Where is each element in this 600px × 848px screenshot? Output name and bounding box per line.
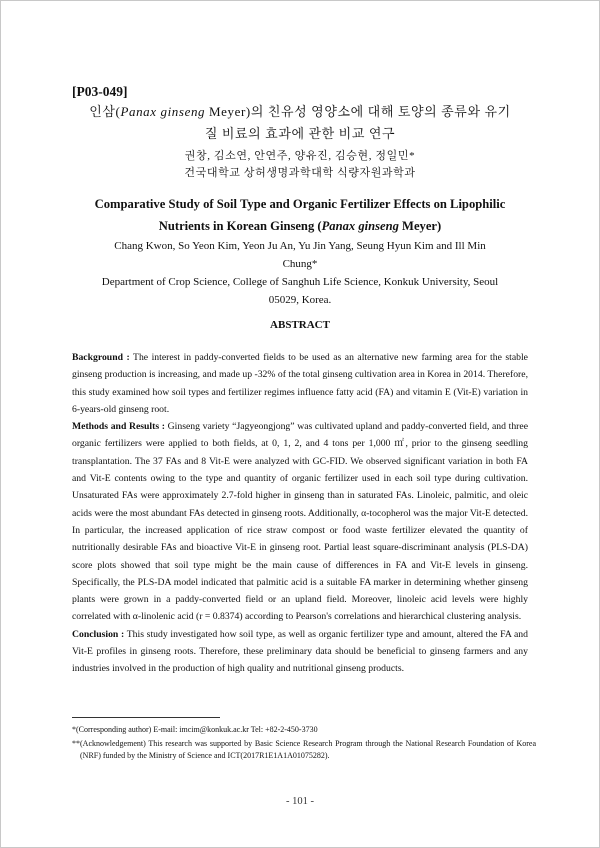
- conclusion-paragraph: Conclusion : This study investigated how soil type, as well as organic fertilizer type and amount, altered the FA and Vit-E profiles in ginseng roots. Therefore, these preliminary data should be beneficial to ginseng farmers and any industries involved in the production of high quality and nutritional ginseng products.: [72, 628, 528, 675]
- english-title-line-2: Nutrients in Korean Ginseng (Panax ginseng Meyer): [158, 219, 442, 233]
- footnote-acknowledgement: **(Acknowledgement) This research was supported by Basic Science Research Program through the National Research Foundation of Korea (NRF) funded by the Ministry of Science and ICT(2017R1E1A1A01075282).: [72, 739, 536, 760]
- english-authors: Chang Kwon, So Yeon Kim, Yeon Ju An, Yu Jin Yang, Seung Hyun Kim and Ill Min Chung*: [114, 240, 486, 270]
- korean-affiliation: 건국대학교 상허생명과학대학 식량자원과학과: [184, 167, 416, 179]
- korean-title-line-1: 인삼(Panax ginseng Meyer)의 친유성 영양소에 대해 토양의 종류와 유기: [89, 104, 511, 119]
- background-paragraph: Background : The interest in paddy-converted fields to be used as an alternative new farming area for the stable ginseng production is increasing, and made up -32% of the total ginseng cultivation area in Korea in 2014. Therefore, this study examined how soil types and fertilizer regimes influence fatty acid (FA) and vitamin E (Vit-E) variation in 6-years-old ginseng root.: [72, 352, 528, 415]
- abstract-heading: ABSTRACT: [270, 319, 330, 331]
- page-number: - 101 -: [286, 796, 314, 807]
- poster-id: [P03-049]: [72, 84, 128, 99]
- english-title: [70, 193, 530, 237]
- korean-title: [60, 101, 540, 145]
- english-title-line-1: Comparative Study of Soil Type and Organic Fertilizer Effects on Lipophilic: [94, 197, 506, 211]
- english-affiliation: Department of Crop Science, College of Sanghuh Life Science, Konkuk University, Seoul 05029, Korea.: [101, 276, 499, 306]
- methods-paragraph: Methods and Results : Ginseng variety “Jagyeongjong” was cultivated upland and paddy-converted field, and three organic fertilizers were applied to both fields, at 0, 1, 2, and 4 tons per 1,000 ㎡, prior to the ginseng seedling transplantation. The 37 FAs and 8 Vit-E were analyzed with GC-FID. We observed significant variation in both FA and Vit-E contents owing to the type and quantity of organic fertilizer used in each soil type during cultivation. Unsaturated FAs were approximately 2.7-fold higher in ginseng than in saturated FAs. Linoleic, palmitic, and oleic acids were the most abundant FAs detected in ginseng roots. Additionally, α-tocopherol was the major Vit-E detected. In particular, the increased application of rice straw compost or food waste fertilizer elevated the quantity of nutritionally desirable FAs and bioactive Vit-E in ginseng root. Partial least square-discriminant analysis (PLS-DA) score plots showed that soil type might be the main cause of differences in FA and Vit-E levels in ginseng. Specifically, the PLS-DA model indicated that palmitic acid is a suitable FA marker in determining whether ginseng plants were grown in a paddy-converted field or an upland field. Moreover, linoleic acid levels were highly correlated with α-linolenic acid (r = 0.8374) according to Pearson's correlations and hierarchical clustering analysis.: [72, 421, 529, 623]
- abstract-body: [72, 349, 528, 678]
- korean-title-line-2: 질 비료의 효과에 관한 비교 연구: [204, 126, 396, 141]
- korean-authors: 권창, 김소연, 안연주, 양유진, 김승현, 정일민*: [184, 150, 416, 162]
- footnote-corresponding: *(Corresponding author) E-mail: imcim@konkuk.ac.kr Tel: +82-2-450-3730: [72, 725, 318, 734]
- footnote-divider: [72, 717, 220, 718]
